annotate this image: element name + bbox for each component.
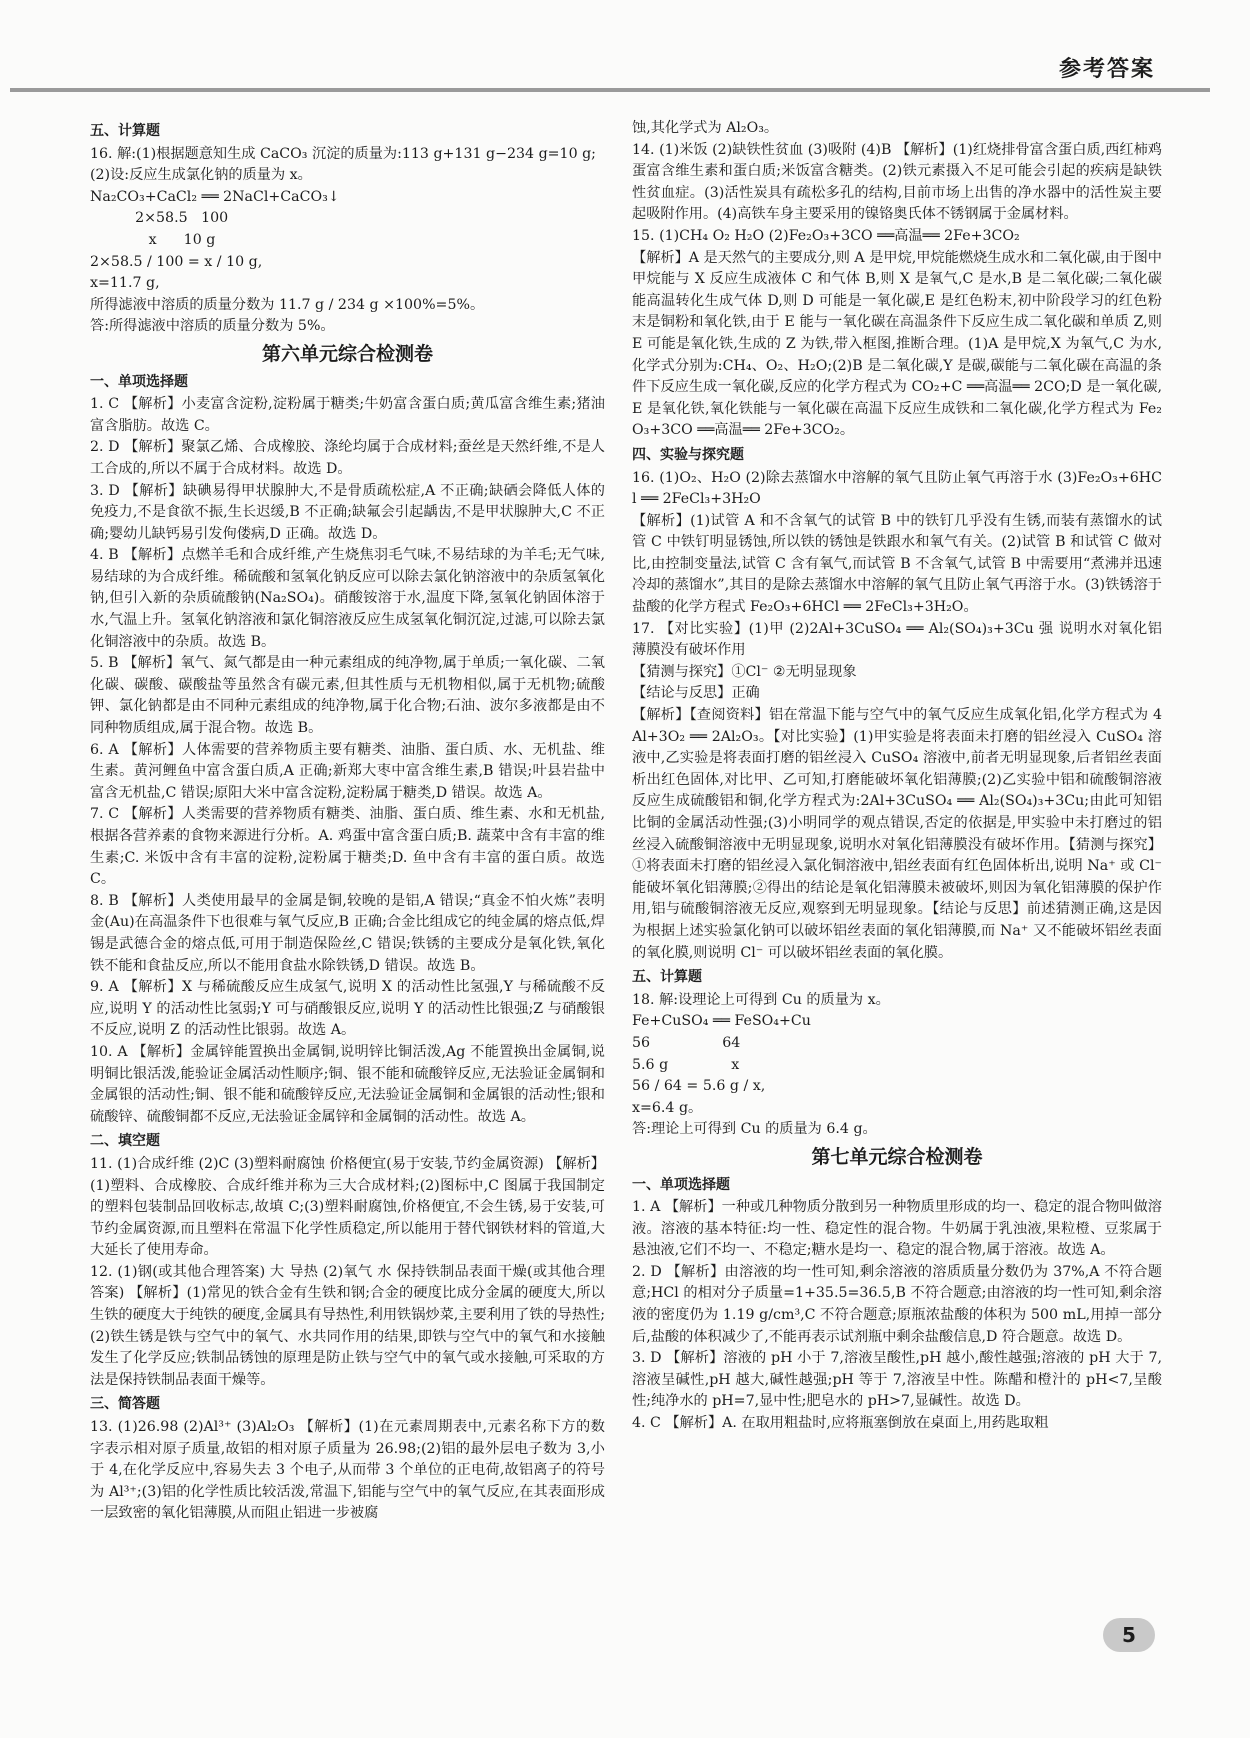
answer-item: 6. A 【解析】人体需要的营养物质主要有糖类、油脂、蛋白质、水、无机盐、维生素。黄河鲤鱼中富含蛋白质,A 正确;新郑大枣中富含维生素,B 错误;叶县岩盐中富含无机盐,C 错误;原阳大米中富含淀粉,淀粉属于糖类,D 错误。故选 A。 <box>90 741 605 801</box>
unit-title: 第六单元综合检测卷 <box>261 342 433 365</box>
answer-line: 答:所得滤液中溶质的质量分数为 5%。 <box>90 318 335 335</box>
answer-item: 17. 【对比实验】(1)甲 (2)2Al+3CuSO₄ ══ Al₂(SO₄)₃+3Cu 强 说明水对氧化铝薄膜没有破坏作用 <box>632 620 1162 659</box>
equation-line: Fe+CuSO₄ ══ FeSO₄+Cu <box>632 1013 811 1030</box>
answer-line: x=11.7 g, <box>90 275 160 292</box>
equation-line: Na₂CO₃+CaCl₂ ══ 2NaCl+CaCO₃↓ <box>90 188 340 205</box>
answer-line: 18. 解:设理论上可得到 Cu 的质量为 x。 <box>632 991 890 1008</box>
answer-item: 15. (1)CH₄ O₂ H₂O (2)Fe₂O₃+3CO ══高温══ 2Fe+3CO₂ <box>632 227 1020 244</box>
answer-item: 7. C 【解析】人类需要的营养物质有糖类、油脂、蛋白质、维生素、水和无机盐,根据各营养素的食物来源进行分析。A. 鸡蛋中富含蛋白质;B. 蔬菜中含有丰富的维生素;C. 米饭中含有丰富的淀粉,淀粉属于糖类;D. 鱼中含有丰富的蛋白质。故选 C。 <box>90 806 605 888</box>
page-number: 5 <box>1103 1618 1155 1652</box>
answer-line: 答:理论上可得到 Cu 的质量为 6.4 g。 <box>632 1121 877 1138</box>
answer-item: 4. C 【解析】A. 在取用粗盐时,应将瓶塞倒放在桌面上,用药匙取粗 <box>632 1415 1049 1432</box>
answer-item: 12. (1)钢(或其他合理答案) 大 导热 (2)氧气 水 保持铁制品表面干燥(或其他合理答案) 【解析】(1)常见的铁合金有生铁和钢;合金的硬度比成分金属的硬度大,所以生铁的硬度大于纯铁的硬度,金属具有导热性,利用铁锅炒菜,主要利用了铁的导热性;(2)铁生锈是铁与空气中的氧气、水共同作用的结果,即铁与空气中的氧气和水接触发生了化学反应;铁制品锈蚀的原理是防止铁与空气中的氧气或水接触,可采取的方法是保持铁制品表面干燥等。 <box>90 1263 605 1388</box>
section-heading: 二、填空题 <box>90 1133 160 1150</box>
equation-line: 56 64 <box>632 1034 741 1051</box>
answer-line: 56 / 64 = 5.6 g / x, <box>632 1078 766 1095</box>
answer-item: 2. D 【解析】聚氯乙烯、合成橡胶、涤纶均属于合成材料;蚕丝是天然纤维,不是人工合成的,所以不属于合成材料。故选 D。 <box>90 439 605 477</box>
section-heading: 四、实验与探究题 <box>632 446 744 463</box>
answer-item: 4. B 【解析】点燃羊毛和合成纤维,产生烧焦羽毛气味,不易结球的为羊毛;无气味,易结球的为合成纤维。稀硫酸和氢氧化钠反应可以除去氯化钠溶液中的杂质氢氧化钠,但引入新的杂质硫酸钠(Na₂SO₄)。硝酸铵溶于水,温度下降,氢氧化钠固体溶于水,气温上升。氢氧化钠溶液和氯化铜溶液反应生成氢氧化铜沉淀,过滤,可以除去氯化铜溶液中的杂质。故选 B。 <box>90 547 605 650</box>
answer-item: 【解析】(1)试管 A 和不含氧气的试管 B 中的铁钉几乎没有生锈,而装有蒸馏水的试管 C 中铁钉明显锈蚀,所以铁的锈蚀是铁跟水和氧气有关。(2)试管 B 和试管 C 做对比,由控制变量法,试管 C 含有氧气,而试管 B 不含氧气,试管 B 中需要用“煮沸并迅速冷却的蒸馏水”,其目的是除去蒸馏水中溶解的氧气且防止氧气再溶于水。(3)铁锈溶于盐酸的化学方程式 Fe₂O₃+6HCl ══ 2FeCl₃+3H₂O。 <box>632 512 1162 616</box>
answer-continued: 蚀,其化学式为 Al₂O₃。 <box>632 120 779 136</box>
answer-item: 2. D 【解析】由溶液的均一性可知,剩余溶液的溶质质量分数仍为 37%,A 不符合题意;HCl 的相对分子质量=1+35.5=36.5,B 不符合题意;由溶液的均一性可知,剩余溶液的密度仍为 1.19 g/cm³,C 不符合题意;原瓶浓盐酸的体积为 500 mL,用掉一部分后,盐酸的体积减少了,不能再表示试剂瓶中剩余盐酸信息,D 符合题意。故选 D。 <box>632 1263 1162 1345</box>
answer-item: 14. (1)米饭 (2)缺铁性贫血 (3)吸附 (4)B 【解析】(1)红烧排骨富含蛋白质,西红柿鸡蛋富含维生素和蛋白质;米饭富含糖类。(2)铁元素摄入不足可能会引起的疾病是缺铁性贫血症。(3)活性炭具有疏松多孔的结构,目前市场上出售的净水器中的活性炭主要起吸附作用。(4)高铁车身主要采用的镍铬奥氏体不锈钢属于金属材料。 <box>632 141 1162 223</box>
header-rule <box>10 88 1210 92</box>
section-heading: 三、简答题 <box>90 1396 160 1413</box>
section-heading: 五、计算题 <box>632 969 702 986</box>
answer-item: 1. C 【解析】小麦富含淀粉,淀粉属于糖类;牛奶富含蛋白质;黄瓜富含维生素;猪油富含脂肪。故选 C。 <box>90 396 605 434</box>
answer-item: 3. D 【解析】缺碘易得甲状腺肿大,不是骨质疏松症,A 不正确;缺硒会降低人体的免疫力,不是食欲不振,生长迟缓,B 不正确;缺氟会引起龋齿,不是甲状腺肿大,C 不正确;婴幼儿缺钙易引发佝偻病,D 正确。故选 D。 <box>90 482 605 542</box>
answer-item: 【猜测与探究】①Cl⁻ ②无明显现象 <box>632 663 857 680</box>
header-title: 参考答案 <box>1058 57 1155 82</box>
answer-item: 3. D 【解析】溶液的 pH 小于 7,溶液呈酸性,pH 越小,酸性越强;溶液的 pH 大于 7,溶液呈碱性,pH 越大,碱性越强;pH 等于 7,溶液呈中性。陈醋和橙汁的 pH<7,呈酸性;纯净水的 pH=7,显中性;肥皂水的 pH>7,显碱性。故选 D。 <box>632 1350 1162 1410</box>
answer-line: 2×58.5 / 100 = x / 10 g, <box>90 253 263 270</box>
answer-item: 【解析】A 是天然气的主要成分,则 A 是甲烷,甲烷能燃烧生成水和二氧化碳,由于图中甲烷能与 X 反应生成液体 C 和气体 B,则 X 是氧气,C 是水,B 是二氧化碳;二氧化碳能高温转化生成气体 D,则 D 可能是一氧化碳,E 是红色粉末,初中阶段学习的红色粉末是铜粉和氧化铁,由于 E 能与一氧化碳在高温条件下反应生成二氧化碳和单质 Z,则 E 可能是氧化铁,生成的 Z 为铁,带入框图,推断合理。(1)A 是甲烷,X 为氧气,C 为水,化学式分别为:CH₄、O₂、H₂O;(2)B 是二氧化碳,Y 是碳,碳能与二氧化碳在高温的条件下反应生成一氧化碳,反应的化学方程式为 CO₂+C ══高温══ 2CO;D 是一氧化碳,E 是氧化铁,氧化铁能与一氧化碳在高温下反应生成铁和二氧化碳,化学方程式为 Fe₂O₃+3CO ══高温══ 2Fe+3CO₂。 <box>632 249 1162 439</box>
equation-line: 5.6 g x <box>632 1056 740 1073</box>
answer-item: 13. (1)26.98 (2)Al³⁺ (3)Al₂O₃ 【解析】(1)在元素周期表中,元素名称下方的数字表示相对原子质量,故铝的相对原子质量为 26.98;(2)铝的最外层电子数为 3,小于 4,在化学反应中,容易失去 3 个电子,从而带 3 个单位的正电荷,故铝离子的符号为 Al³⁺;(3)铝的化学性质比较活泼,常温下,铝能与空气中的氧气反应,在其表面形成一层致密的氧化铝薄膜,从而阻止铝进一步被腐 <box>90 1419 605 1522</box>
page-header <box>0 0 1250 92</box>
left-column <box>90 118 605 1525</box>
answer-item: 9. A 【解析】X 与稀硫酸反应生成氢气,说明 X 的活动性比氢强,Y 与稀硫酸不反应,说明 Y 的活动性比氢弱;Y 可与硝酸银反应,说明 Y 的活动性比银强;Z 与硝酸银不反应,说明 Z 的活动性比银弱。故选 A。 <box>90 979 605 1039</box>
answer-line: x=6.4 g。 <box>632 1099 703 1116</box>
right-column <box>632 118 1162 1435</box>
unit-title: 第七单元综合检测卷 <box>811 1145 983 1168</box>
equation-line: x 10 g <box>90 231 216 248</box>
answer-item: 1. A 【解析】一种或几种物质分散到另一种物质里形成的均一、稳定的混合物叫做溶液。溶液的基本特征:均一性、稳定性的混合物。牛奶属于乳浊液,果粒橙、豆浆属于悬浊液,它们不均一、不稳定;糖水是均一、稳定的混合物,属于溶液。故选 A。 <box>632 1199 1162 1259</box>
section-heading: 一、单项选择题 <box>90 373 188 390</box>
answer-line: 所得滤液中溶质的质量分数为 11.7 g / 234 g ×100%=5%。 <box>90 296 485 313</box>
answer-item: 【解析】【查阅资料】铝在常温下能与空气中的氧气反应生成氧化铝,化学方程式为 4Al+3O₂ ══ 2Al₂O₃。【对比实验】(1)甲实验是将表面未打磨的铝丝浸入 CuSO₄ 溶液中,乙实验是将表面打磨的铝丝浸入 CuSO₄ 溶液中,前者无明显现象,后者铝丝表面析出红色固体,对比甲、乙可知,打磨能破坏氧化铝薄膜;(2)乙实验中铝和硫酸铜溶液反应生成硫酸铝和铜,化学方程式为:2Al+3CuSO₄ ══ Al₂(SO₄)₃+3Cu;由此可知铝比铜的金属活动性强;(3)小明同学的观点错误,否定的依据是,甲实验中未打磨过的铝丝浸入硫酸铜溶液中无明显现象,说明水对氧化铝薄膜没有破坏作用。【猜测与探究】①将表面未打磨的铝丝浸入氯化铜溶液中,铝丝表面有红色固体析出,说明 Na⁺ 或 Cl⁻ 能破坏氧化铝薄膜;②得出的结论是氧化铝薄膜未被破坏,则因为氧化铝薄膜的保护作用,铝与硫酸铜溶液无反应,观察到无明显现象。【结论与反思】前述猜测正确,这是因为根据上述实验氯化钠可以破坏铝丝表面的氧化铝薄膜,而 Na⁺ 又不能破坏铝丝表面的氧化膜,则说明 Cl⁻ 可以破坏铝丝表面的氧化膜。 <box>632 707 1162 961</box>
section-heading: 一、单项选择题 <box>632 1176 730 1193</box>
answer-item: 5. B 【解析】氧气、氮气都是由一种元素组成的纯净物,属于单质;一氧化碳、二氧化碳、碳酸、碳酸盐等虽然含有碳元素,但其性质与无机物相似,属于无机物;硫酸钾、氯化钠都是由不同种元素组成的纯净物,属于化合物;石油、波尔多液都是由不同种物质组成,属于混合物。故选 B。 <box>90 655 605 737</box>
answer-item: 10. A 【解析】金属锌能置换出金属铜,说明锌比铜活泼,Ag 不能置换出金属铜,说明铜比银活泼,能验证金属活动性顺序;铜、银不能和硫酸锌反应,无法验证金属铜和金属银的活动性;铜、银不能和硫酸锌反应,无法验证金属铜和金属银的活动性;银和硫酸锌、硫酸铜都不反应,无法验证金属锌和金属铜的活动性。故选 A。 <box>90 1043 605 1125</box>
answer-item: 8. B 【解析】人类使用最早的金属是铜,较晚的是铝,A 错误;“真金不怕火炼”表明金(Au)在高温条件下也很难与氧气反应,B 正确;合金比组成它的纯金属的熔点低,焊锡是武德合金的熔点低,可用于制造保险丝,C 错误;铁锈的主要成分是氧化铁,氧化铁不能和食盐反应,所以不能用食盐水除铁锈,D 错误。故选 B。 <box>90 892 605 974</box>
answer-item: 【结论与反思】正确 <box>632 685 760 702</box>
answer-line: 16. 解:(1)根据题意知生成 CaCO₃ 沉淀的质量为:113 g+131 g−234 g=10 g; <box>90 145 596 162</box>
answer-line: (2)设:反应生成氯化钠的质量为 x。 <box>90 167 312 184</box>
equation-line: 2×58.5 100 <box>90 210 229 227</box>
section-heading: 五、计算题 <box>90 123 160 139</box>
answer-item: 16. (1)O₂、H₂O (2)除去蒸馏水中溶解的氧气且防止氧气再溶于水 (3)Fe₂O₃+6HCl ══ 2FeCl₃+3H₂O <box>632 469 1162 508</box>
answer-item: 11. (1)合成纤维 (2)C (3)塑料耐腐蚀 价格便宜(易于安装,节约金属资源) 【解析】(1)塑料、合成橡胶、合成纤维并称为三大合成材料;(2)图标中,C 图属于我国制定的塑料包装制品回收标志,故填 C;(3)塑料耐腐蚀,价格便宜,不会生锈,易于安装,可节约金属资源,而且塑料在常温下化学性质稳定,所以能用于替代钢铁材料的管道,大大延长了使用寿命。 <box>90 1155 605 1259</box>
